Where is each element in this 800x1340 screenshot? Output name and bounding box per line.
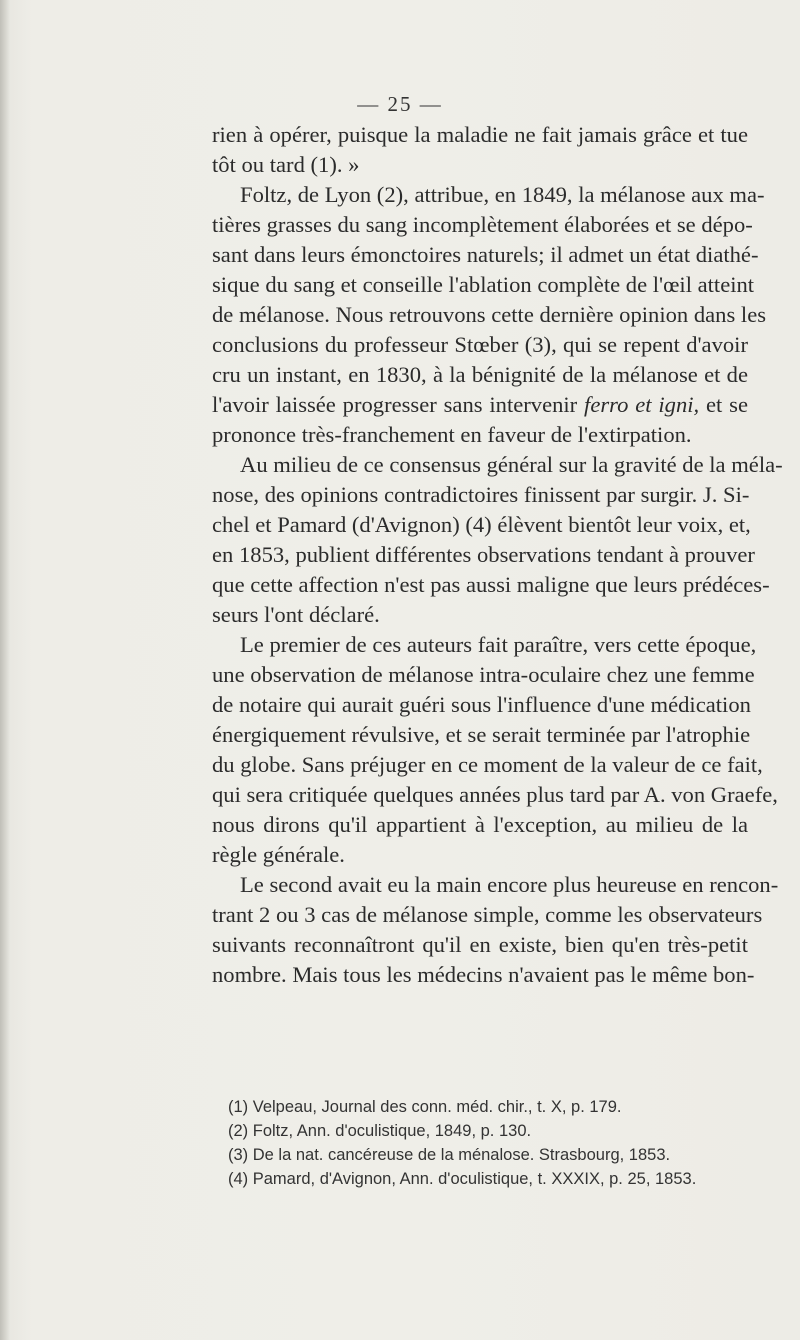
text-line: tôt ou tard (1). » [212, 152, 360, 177]
text-line: Le second avait eu la main encore plus heureuse en rencon- [240, 872, 779, 897]
text-line: de mélanose. Nous retrouvons cette dernière opinion dans les [212, 302, 767, 327]
text-line: cru un instant, en 1830, à la bénignité de la mélanose et de [212, 362, 748, 387]
text-line: du globe. Sans préjuger en ce moment de la valeur de ce fait, [212, 752, 763, 777]
footnote: (1) Velpeau, Journal des conn. méd. chir., t. X, p. 179. [228, 1098, 622, 1116]
text-line: chel et Pamard (d'Avignon) (4) élèvent bientôt leur voix, et, [212, 512, 751, 537]
text-segment: et se [706, 392, 748, 417]
text-line: tières grasses du sang incomplètement élaborées et se dépo- [212, 212, 753, 237]
text-line: qui sera critiquée quelques années plus tard par A. von Graefe, [212, 782, 778, 807]
text-line: Au milieu de ce consensus général sur la gravité de la méla- [240, 452, 783, 477]
text-line-with-italic [212, 390, 748, 420]
text-line: rien à opérer, puisque la maladie ne fait jamais grâce et tue [212, 122, 748, 147]
text-line: conclusions du professeur Stœber (3), qui se repent d'avoir [212, 332, 748, 357]
text-line: énergiquement révulsive, et se serait terminée par l'atrophie [212, 722, 751, 747]
text-line: nombre. Mais tous les médecins n'avaient pas le même bon- [212, 962, 755, 987]
text-line: une observation de mélanose intra-oculaire chez une femme [212, 662, 755, 687]
text-line: Le premier de ces auteurs fait paraître, vers cette époque, [240, 632, 757, 657]
page-number: — 25 — [357, 92, 443, 116]
text-line: que cette affection n'est pas aussi maligne que leurs prédéces- [212, 572, 770, 597]
italic-latin-phrase: ferro et igni, [584, 392, 700, 417]
text-line: seurs l'ont déclaré. [212, 602, 380, 627]
text-line: nose, des opinions contradictoires finissent par surgir. J. Si- [212, 482, 750, 507]
text-line: prononce très-franchement en faveur de l'extirpation. [212, 422, 692, 447]
text-line: sique du sang et conseille l'ablation complète de l'œil atteint [212, 272, 755, 297]
text-line: en 1853, publient différentes observations tendant à prouver [212, 542, 755, 567]
footnote: (2) Foltz, Ann. d'oculistique, 1849, p. 130. [228, 1122, 532, 1140]
text-line: Foltz, de Lyon (2), attribue, en 1849, la mélanose aux ma- [240, 182, 765, 207]
text-line: suivants reconnaîtront qu'il en existe, bien qu'en très-petit [212, 932, 748, 957]
text-line: sant dans leurs émonctoires naturels; il admet un état diathé- [212, 242, 759, 267]
text-line: règle générale. [212, 842, 345, 867]
text-line: trant 2 ou 3 cas de mélanose simple, comme les observateurs [212, 902, 763, 927]
text-line: de notaire qui aurait guéri sous l'influence d'une médication [212, 692, 751, 717]
text-line: nous dirons qu'il appartient à l'exception, au milieu de la [212, 812, 748, 837]
page-edge-shadow [0, 0, 10, 1340]
footnote: (3) De la nat. cancéreuse de la ménalose. Strasbourg, 1853. [228, 1146, 671, 1164]
text-segment: l'avoir laissée progresser sans intervenir [212, 392, 578, 417]
footnote: (4) Pamard, d'Avignon, Ann. d'oculistique, t. XXXIX, p. 25, 1853. [228, 1170, 697, 1188]
